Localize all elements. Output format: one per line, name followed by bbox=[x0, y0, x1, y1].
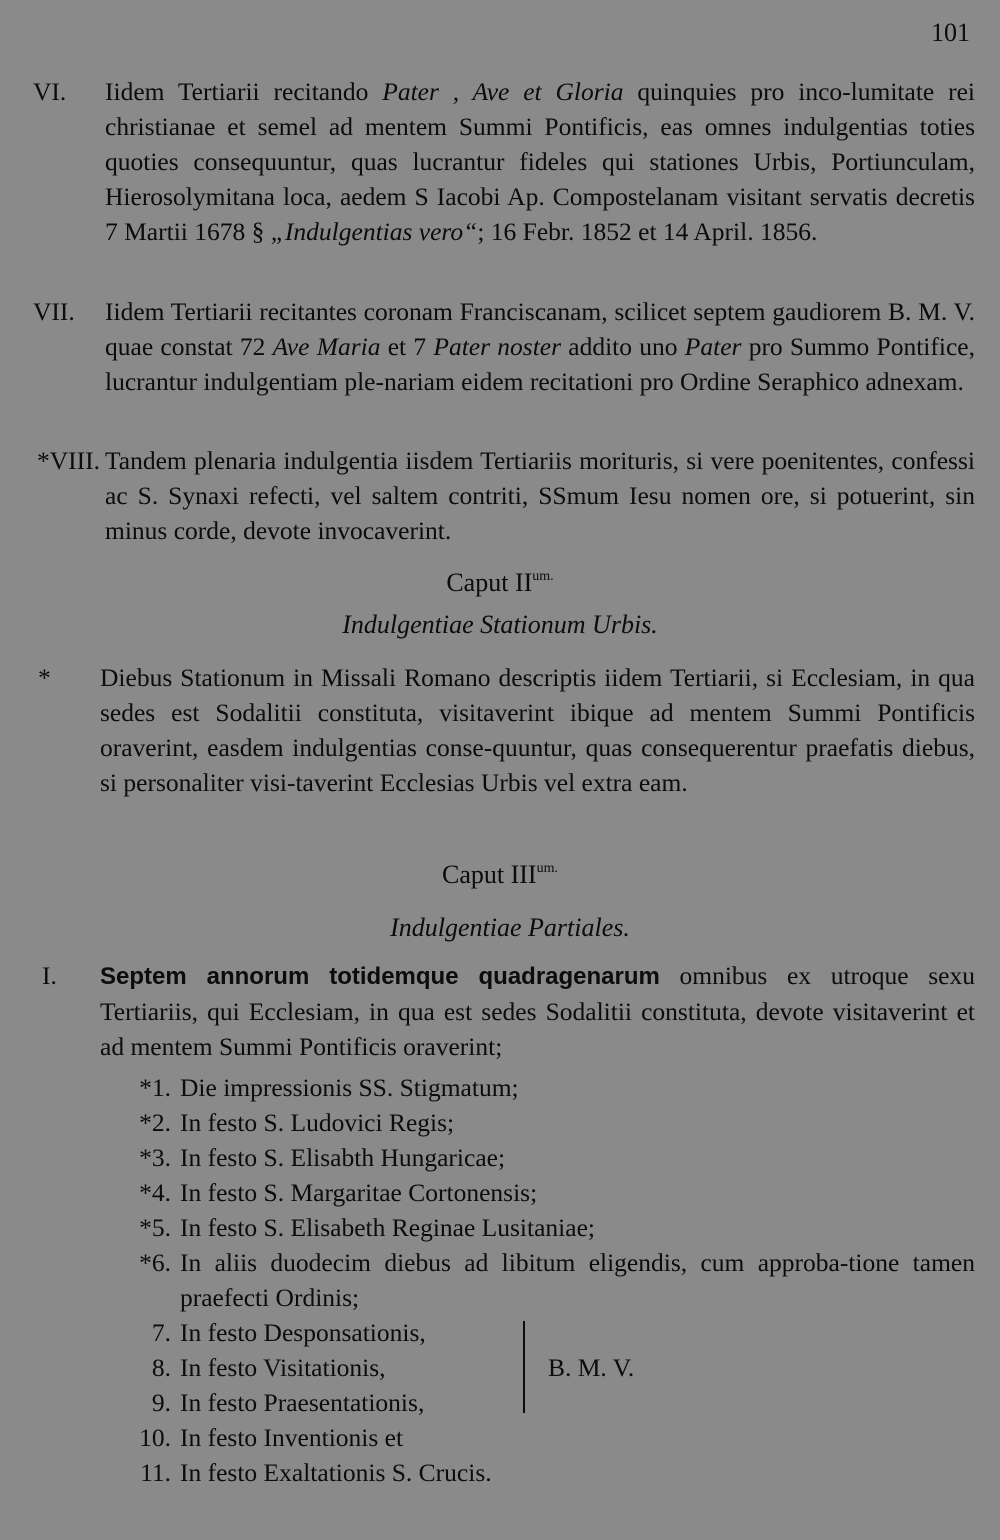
list-item-number: 11. bbox=[140, 1458, 171, 1487]
list-item-number: 10. bbox=[139, 1423, 171, 1452]
paragraph-viii bbox=[37, 443, 975, 548]
list-item-text: In festo Inventionis et bbox=[180, 1423, 404, 1452]
paragraph-text: ; 16 Febr. 1852 et 14 April. 1856. bbox=[477, 217, 818, 246]
chapter-title-superscript: um. bbox=[532, 569, 554, 584]
list-item bbox=[115, 1315, 975, 1350]
paragraph-marker: *VIII. bbox=[37, 446, 101, 475]
italic-prayer-names: Pater , Ave et Gloria bbox=[382, 77, 624, 106]
paragraph-text: Iidem Tertiarii recitando bbox=[105, 77, 383, 106]
chapter-title-superscript: um. bbox=[536, 861, 558, 876]
paragraph-partiales-i bbox=[42, 958, 975, 1064]
paragraph-text: Tandem plenaria indulgentia iisdem Tertiariis morituris, si vere poenitentes, confessi ac S. Synaxi refecti, vel saltem contriti, SSmum Iesu nomen ore, si potuerint, sin minus corde, devote invocaverint. bbox=[105, 446, 975, 545]
brace-label: B. M. V. bbox=[548, 1353, 635, 1382]
paragraph-text: et 7 bbox=[380, 332, 434, 361]
list-item-text: In festo S. Elisabeth Reginae Lusitaniae; bbox=[180, 1213, 595, 1242]
list-item bbox=[115, 1175, 975, 1210]
list-item bbox=[115, 1350, 975, 1385]
paragraph-text: Diebus Stationum in Missali Romano descriptis iidem Tertiarii, si Ecclesiam, in qua sedes est Sodalitii constituta, visitaverint ibique ad mentem Summi Pontificis oraverint, easdem indulgentias conse-quuntur, quas consequerentur praefatis diebus, si personaliter visi-taverint Ecclesias Urbis vel extra eam. bbox=[100, 663, 975, 797]
list-item-number: 7. bbox=[151, 1318, 171, 1347]
list-item-number: *1. bbox=[139, 1073, 171, 1102]
list-item-text: In festo S. Ludovici Regis; bbox=[180, 1108, 455, 1137]
italic-decree-quote: „Indulgentias vero“ bbox=[270, 217, 478, 246]
paragraph-text: Iidem Tertiarii recitantes coronam Franciscanam, scilicet septem gaudiorem B. M. V. quae constat 72 bbox=[105, 297, 975, 361]
paragraph-marker: * bbox=[38, 663, 51, 692]
chapter-heading bbox=[0, 858, 1000, 892]
curly-brace bbox=[523, 1321, 537, 1413]
chapter-heading bbox=[0, 566, 1000, 600]
chapter-title: Caput II bbox=[446, 568, 533, 597]
paragraph-marker: VI. bbox=[33, 77, 67, 106]
list-item-number: 8. bbox=[151, 1353, 171, 1382]
page-number: 101 bbox=[931, 18, 970, 47]
italic-prayer-name: Ave Maria bbox=[272, 332, 381, 361]
list-item-text: Die impressionis SS. Stigmatum; bbox=[180, 1073, 519, 1102]
chapter-subtitle: Indulgentiae Partiales. bbox=[390, 913, 630, 942]
list-item-text: In festo S. Margaritae Cortonensis; bbox=[180, 1178, 538, 1207]
list-item-text: In festo Praesentationis, bbox=[180, 1388, 425, 1417]
italic-prayer-name: Pater bbox=[684, 332, 742, 361]
list-item bbox=[115, 1140, 975, 1175]
paragraph-marker: VII. bbox=[33, 297, 75, 326]
list-item-text: In festo Visitationis, bbox=[180, 1353, 386, 1382]
paragraph-vi bbox=[33, 74, 975, 249]
list-item-text: In aliis duodecim diebus ad libitum eligendis, cum approba-tione tamen praefecti Ordinis; bbox=[180, 1248, 975, 1312]
list-item-text: In festo S. Elisabth Hungaricae; bbox=[180, 1143, 506, 1172]
paragraph-text: omnibus ex utroque sexu Tertiariis, qui Ecclesiam, in qua est sedes Sodalitii constituta, devote visitaverint et ad mentem Summi Pontificis oraverint; bbox=[100, 961, 975, 1061]
feast-list bbox=[115, 1070, 975, 1490]
list-item bbox=[115, 1420, 975, 1455]
list-item-number: *6. bbox=[139, 1248, 171, 1277]
list-item-number: *2. bbox=[139, 1108, 171, 1137]
list-item-number: *3. bbox=[139, 1143, 171, 1172]
paragraph-vii bbox=[33, 294, 975, 399]
italic-prayer-name: Pater noster bbox=[433, 332, 562, 361]
list-item-number: *5. bbox=[139, 1213, 171, 1242]
list-item-text: In festo Desponsationis, bbox=[180, 1318, 426, 1347]
paragraph-marker: I. bbox=[42, 961, 57, 990]
list-item bbox=[115, 1385, 975, 1420]
list-item bbox=[115, 1245, 975, 1315]
list-item bbox=[115, 1105, 975, 1140]
paragraph-text: addito uno bbox=[561, 332, 685, 361]
list-item bbox=[115, 1210, 975, 1245]
bold-lead-text: Septem annorum totidemque quadragenarum bbox=[100, 963, 660, 990]
paragraph-text: quinquies pro inco-lumitate rei christianae et semel ad mentem Summi Pontificis, eas omnes indulgentias toties quoties consequuntur, quas lucrantur fideles qui stationes Urbis, Portiunculam, Hierosolymitana loca, aedem S Iacobi Ap. Compostelanam visitant servatis decretis 7 Martii 1678 § bbox=[105, 77, 975, 246]
paragraph-stationum bbox=[38, 660, 975, 800]
chapter-title: Caput III bbox=[442, 860, 537, 889]
list-item bbox=[115, 1070, 975, 1105]
paragraph-text: pro Summo Pontifice, lucrantur indulgentiam ple-nariam eidem recitationi pro Ordine Seraphico adnexam. bbox=[105, 332, 975, 396]
list-item bbox=[115, 1455, 975, 1490]
chapter-subtitle: Indulgentiae Stationum Urbis. bbox=[342, 610, 658, 639]
list-item-number: 9. bbox=[151, 1388, 171, 1417]
list-item-text: In festo Exaltationis S. Crucis. bbox=[180, 1458, 492, 1487]
list-item-number: *4. bbox=[139, 1178, 171, 1207]
bmv-feast-group bbox=[115, 1315, 975, 1420]
